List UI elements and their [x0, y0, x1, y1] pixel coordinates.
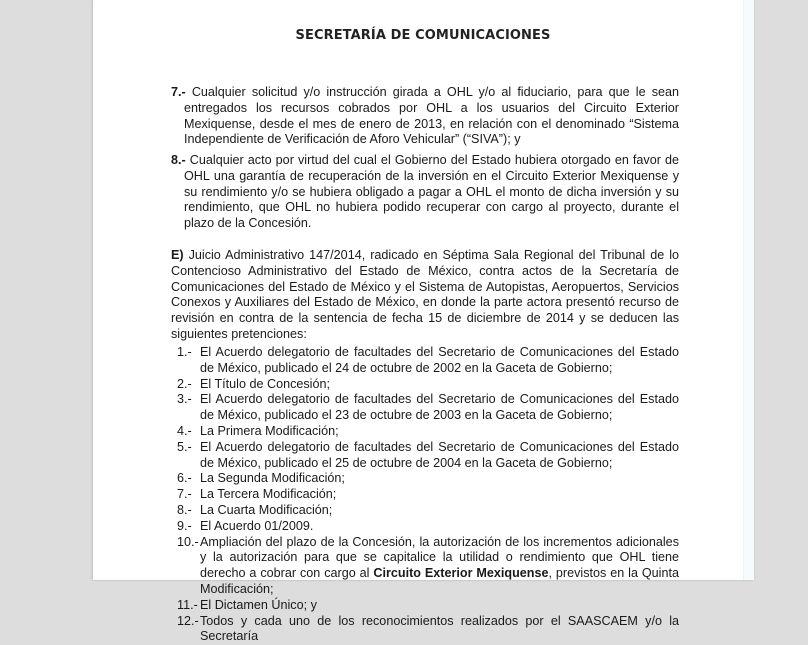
list-text: El Acuerdo delegatorio de facultades del Secretario de Comunicaciones del Estado de México, publicado el 24 de octubre de 2002 en la Gaceta de Gobierno; [200, 345, 679, 375]
list-number: 7.- [177, 487, 192, 502]
bold-term: Circuito Exterior Mexiquense [373, 566, 549, 581]
list-item [177, 535, 679, 598]
list-item [177, 487, 679, 503]
list-item [177, 503, 679, 519]
list-text-part: , previstos en la Quinta Modificación; [200, 566, 679, 596]
list-number: 1.- [177, 345, 192, 359]
item-7 [171, 85, 679, 148]
list-text [200, 535, 679, 598]
section-text: Juicio Administrativo 147/2014, radicado en Séptima Sala Regional del Tribunal de lo Contencioso Administrativo del Estado de México, contra actos de la Secretaría de Comunicaciones del Estado de México y el Sistema de Autopistas, Aeropuertos, Servicios Conexos y Auxiliares del Estado de México, en donde la parte actora presentó recurso de revisión en contra de la sentencia de fecha 15 de diciembre de 2014 y se deducen las siguientes pretenciones: [171, 248, 679, 341]
item-text: Cualquier acto por virtud del cual el Gobierno del Estado hubiera otorgado en favor de OHL una garantía de recuperación de la inversión en el Circuito Exterior Mexiquense y su rendimiento y/o se hubiera obligado a pagar a OHL el monto de dicha inversión y su rendimiento, que OHL no hubiera podido recuperar con cargo al proyecto, durante el plazo de la Concesión. [184, 153, 680, 231]
pretensions-list [177, 345, 679, 645]
list-number: 4.- [177, 423, 192, 438]
document-page [93, 0, 753, 644]
section-label: E) [171, 248, 184, 262]
list-number: 5.- [177, 439, 192, 454]
list-item [177, 392, 679, 424]
list-item [177, 519, 679, 535]
list-item [177, 345, 679, 377]
list-number: 8.- [177, 502, 192, 517]
list-text: Todos y cada uno de los reconocimientos realizados por el SAASCAEM y/o la Secretaría [200, 613, 679, 644]
list-number: 6.- [177, 471, 192, 486]
list-number: 12.- [177, 613, 199, 628]
list-number: 9.- [177, 518, 192, 533]
list-item [177, 614, 679, 645]
page-header: SECRETARÍA DE COMUNICACIONES [295, 28, 551, 43]
list-item [177, 440, 679, 472]
list-text: El Acuerdo 01/2009. [200, 518, 314, 533]
item-text: Cualquier solicitud y/o instrucción girada a OHL y/o al fiduciario, para que le sean entregados los recursos cobrados por OHL a los usuarios del Circuito Exterior Mexiquense, desde el mes de enero de 2013, en relación con el denominado “Sistema Independiente de Verificación de Aforo Vehicular” (“SIVA”); y [184, 85, 680, 147]
list-text: La Cuarta Modificación; [200, 502, 333, 517]
list-item [177, 598, 679, 614]
list-text: El Acuerdo delegatorio de facultades del Secretario de Comunicaciones del Estado de México, publicado el 23 de octubre de 2003 en la Gaceta de Gobierno; [200, 392, 679, 423]
item-number: 7.- [171, 85, 186, 99]
list-text: La Primera Modificación; [200, 423, 339, 438]
section-e-paragraph [171, 248, 679, 343]
list-text: La Tercera Modificación; [200, 487, 337, 502]
list-number: 2.- [177, 376, 192, 391]
list-text-part: Ampliación del plazo de la Concesión, la autorización de los incrementos adicionales y la autorización para que se capitalice la utilidad o rendimiento que OHL tiene derecho a cobrar con cargo al [200, 534, 679, 581]
list-item [177, 424, 679, 440]
list-number: 10.- [177, 534, 199, 549]
list-text: La Segunda Modificación; [200, 471, 345, 486]
list-item [177, 471, 679, 487]
list-number: 11.- [177, 597, 198, 612]
list-text: El Acuerdo delegatorio de facultades del Secretario de Comunicaciones del Estado de México, publicado el 25 de octubre de 2004 en la Gaceta de Gobierno; [200, 439, 679, 470]
list-number: 3.- [177, 392, 192, 407]
page-edge [743, 0, 754, 580]
item-8 [171, 153, 679, 232]
list-text: El Dictamen Único; y [200, 597, 317, 612]
list-text: El Título de Concesión; [200, 376, 330, 391]
item-number: 8.- [171, 153, 186, 167]
list-item [177, 377, 679, 393]
